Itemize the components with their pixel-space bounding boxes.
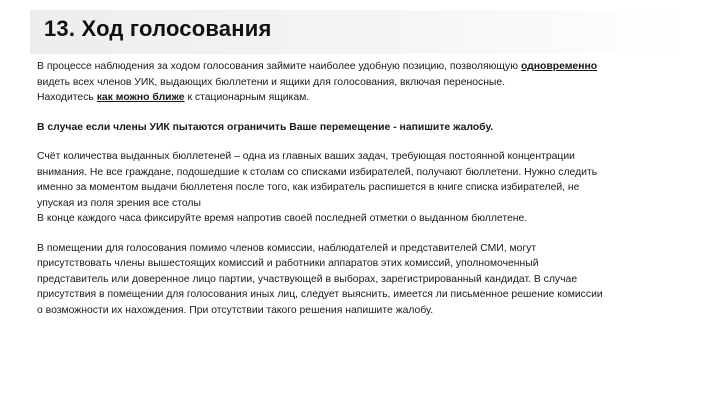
paragraph-complaint-warning: [37, 120, 697, 136]
emphasis-simultaneously: одновременно: [520, 61, 598, 72]
text-line: Счёт количества выданных бюллетеней – одна из главных ваших задач, требующая постоянной концентрации: [37, 151, 575, 162]
emphasis-as-close-as-possible: как можно ближе: [96, 92, 185, 103]
text-line: В помещении для голосования помимо членов комиссии, наблюдателей и представителей СМИ, могут: [37, 242, 537, 254]
paragraph-position: [37, 59, 697, 106]
text-line: видеть всех членов УИК, выдающих бюллетени и ящики для голосования, включая переносные.: [37, 76, 506, 88]
text-line: именно за моментом выдачи бюллетеня после того, как избиратель распишется в книге списка избирателей, не: [37, 182, 580, 193]
slide-title: 13. Ход голосования: [44, 16, 272, 41]
text-line: о возможности их нахождения. При отсутствии такого решения напишите жалобу.: [37, 304, 434, 316]
bold-warning-line: В случае если члены УИК пытаются ограничить Ваше перемещение - напишите жалобу.: [37, 121, 494, 133]
slide-content: [37, 59, 697, 330]
text-line: внимания. Не все граждане, подошедшие к столам со списками избирателей, получают бюллетени. Нужно следить: [37, 166, 598, 178]
text-fragment: В процессе наблюдения за ходом голосования займите наиболее удобную позицию, позволяющую: [37, 61, 521, 72]
text-fragment: Находитесь: [37, 92, 97, 103]
text-line: упуская из поля зрения все столы: [37, 197, 201, 209]
text-line: [37, 90, 697, 106]
text-line: присутствовать члены вышестоящих комиссий и работники аппаратов этих комиссий, уполномоченный: [37, 258, 539, 269]
text-line: присутствия в помещении для голосования иных лиц, следует выяснить, имеется ли письменное решение комиссии: [37, 289, 603, 300]
text-line: представитель или доверенное лицо партии, участвующей в выборах, зарегистрированный кандидат. В случае: [37, 273, 578, 285]
text-fragment: к стационарным ящикам.: [184, 92, 310, 103]
text-line: [37, 59, 697, 75]
paragraph-persons-present: [37, 241, 697, 319]
paragraph-ballot-counting: [37, 149, 697, 227]
text-line: В конце каждого часа фиксируйте время напротив своей последней отметки о выданном бюллетене.: [37, 213, 528, 224]
